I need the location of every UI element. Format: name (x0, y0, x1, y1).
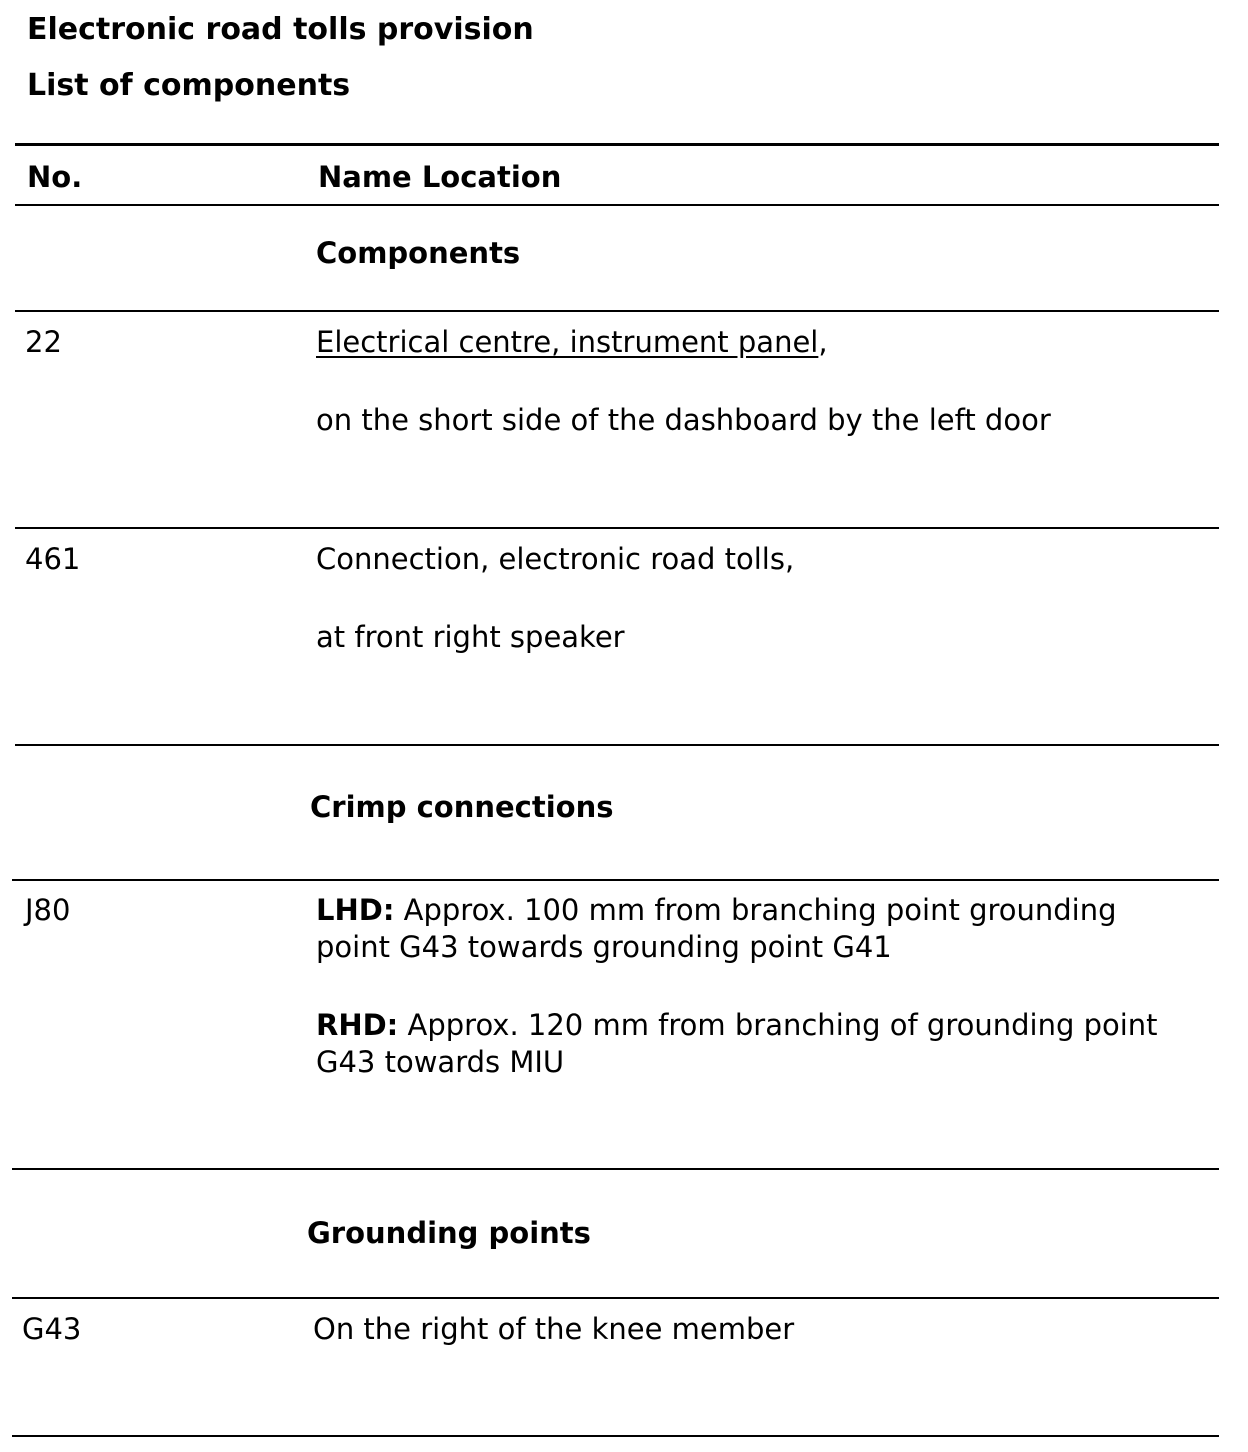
row-22-number: 22 (25, 325, 62, 359)
row-rule (12, 1297, 1219, 1299)
row-j80-lhd-line2: point G43 towards grounding point G41 (316, 930, 892, 964)
lhd-text-1: Approx. 100 mm from branching point grounding (394, 893, 1117, 927)
row-461-location: at front right speaker (316, 620, 625, 654)
document-subtitle: List of components (27, 68, 351, 103)
table-bottom-rule (12, 1435, 1219, 1437)
electrical-centre-link[interactable]: Electrical centre, instrument panel (316, 325, 819, 359)
row-j80-rhd-line2: G43 towards MIU (316, 1045, 565, 1079)
header-number: No. (27, 160, 83, 194)
lhd-label: LHD: (316, 893, 395, 927)
table-top-rule (15, 143, 1219, 146)
row-g43-location: On the right of the knee member (313, 1312, 795, 1346)
row-j80-number: J80 (25, 893, 71, 927)
row-rule (12, 1168, 1219, 1170)
document-title: Electronic road tolls provision (27, 12, 534, 47)
row-461-name: Connection, electronic road tolls, (316, 542, 795, 576)
row-22-name-suffix: , (818, 325, 828, 359)
header-bottom-rule (15, 204, 1219, 206)
rhd-label: RHD: (316, 1008, 399, 1042)
row-rule (15, 527, 1219, 529)
row-g43-number: G43 (22, 1312, 82, 1346)
row-rule (15, 744, 1219, 746)
row-j80-rhd-line1 (316, 1007, 1158, 1043)
row-22-name (316, 324, 828, 360)
row-461-number: 461 (25, 542, 81, 576)
row-rule (15, 310, 1219, 312)
row-j80-lhd-line1 (316, 892, 1117, 928)
row-22-location: on the short side of the dashboard by the left door (316, 403, 1051, 437)
rhd-text-1: Approx. 120 mm from branching of grounding point (398, 1008, 1158, 1042)
section-components: Components (316, 236, 521, 270)
row-rule (12, 879, 1219, 881)
section-crimp-connections: Crimp connections (310, 790, 614, 824)
header-name-location: Name Location (318, 160, 562, 194)
section-grounding-points: Grounding points (307, 1216, 591, 1250)
